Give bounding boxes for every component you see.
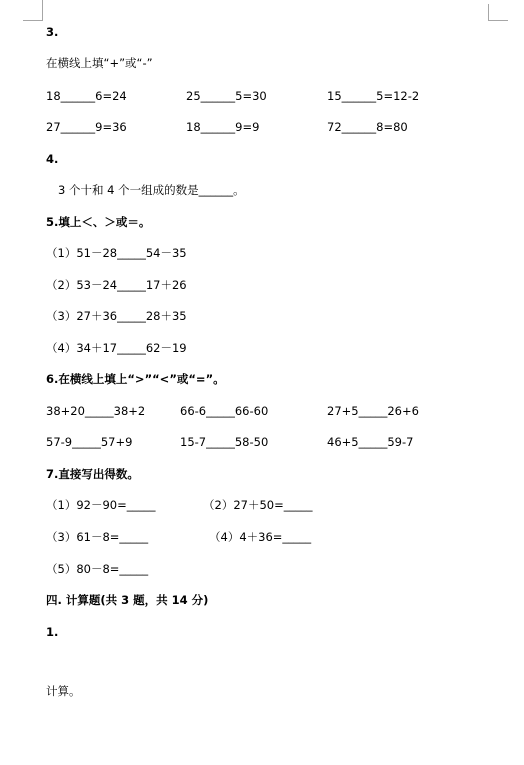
q6-row2-item1: 57-9_____57+9: [46, 435, 133, 449]
crop-mark-top-right-vertical: [488, 4, 489, 21]
q7-heading: 7.直接写出得数。: [46, 467, 139, 481]
q6-row2-item3: 46+5_____59-7: [327, 435, 414, 449]
q5-item-3: （3）27＋36_____28＋35: [46, 309, 187, 323]
q3-number: 3.: [46, 25, 59, 39]
q7-item-3: （3）61－8=_____: [46, 530, 149, 544]
q5-heading: 5.填上＜、＞或＝。: [46, 215, 151, 229]
section4-heading: 四. 计算题(共 3 题，共 14 分): [46, 593, 209, 607]
q3-row1-item3: 15______5=12-2: [327, 89, 420, 103]
q6-row1-item2: 66-6_____66-60: [180, 404, 269, 418]
q3-row1-item2: 25______5=30: [186, 89, 267, 103]
q3-row1-item1: 18______6=24: [46, 89, 127, 103]
q6-row2-item2: 15-7_____58-50: [180, 435, 269, 449]
crop-mark-top-left-vertical: [42, 0, 43, 20]
q5-item-2: （2）53－24_____17＋26: [46, 278, 187, 292]
q3-row2-item1: 27______9=36: [46, 120, 127, 134]
q3-instruction: 在横线上填“+”或“-”: [46, 56, 153, 70]
section4-q1-number: 1.: [46, 625, 59, 639]
crop-mark-top-right-horizontal: [488, 20, 508, 21]
section4-q1-text: 计算。: [46, 684, 81, 698]
q7-item-4: （4）4＋36=_____: [209, 530, 312, 544]
q4-text: 3 个十和 4 个一组成的数是______。: [58, 183, 245, 197]
crop-mark-top-left-horizontal: [23, 20, 43, 21]
q7-item-2: （2）27＋50=_____: [203, 498, 313, 512]
q6-heading: 6.在横线上填上“>”“<”或“=”。: [46, 372, 225, 386]
q5-item-1: （1）51－28_____54－35: [46, 246, 187, 260]
q7-item-1: （1）92－90=_____: [46, 498, 156, 512]
q6-row1-item3: 27+5_____26+6: [327, 404, 419, 418]
q4-number: 4.: [46, 152, 59, 166]
q3-row2-item3: 72______8=80: [327, 120, 408, 134]
q6-row1-item1: 38+20_____38+2: [46, 404, 146, 418]
q7-item-5: （5）80－8=_____: [46, 562, 149, 576]
q3-row2-item2: 18______9=9: [186, 120, 260, 134]
q5-item-4: （4）34＋17_____62－19: [46, 341, 187, 355]
